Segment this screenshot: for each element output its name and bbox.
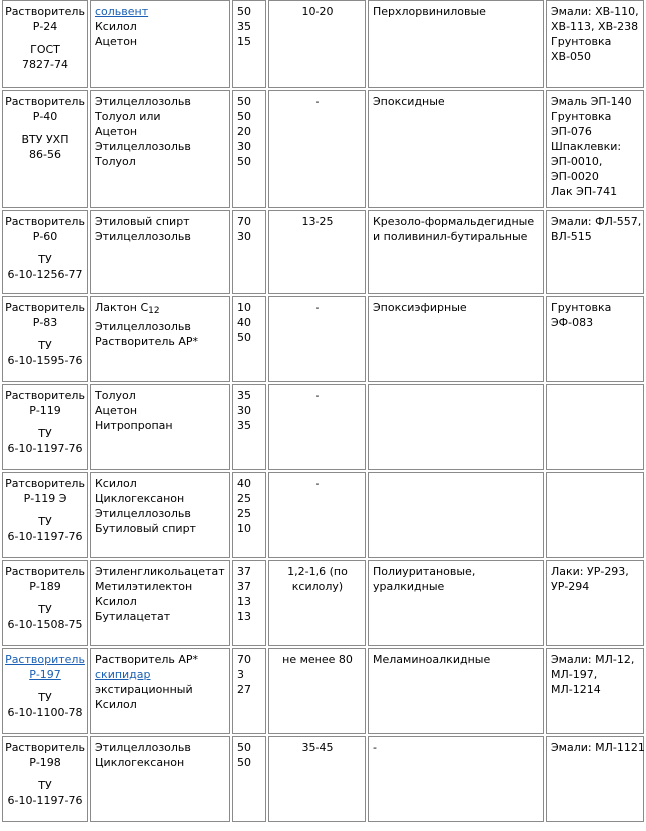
component-name [95,697,226,712]
component-amount: 50 [237,331,251,344]
usage-cell [546,560,644,646]
component-subscript: 12 [148,306,160,316]
spacer [5,594,85,602]
solvent-name: Растворитель [5,741,85,754]
component-name [95,476,226,491]
component-text: Метилэтилектон [95,580,193,593]
component-text: Нитропропан [95,419,173,432]
component-amount: 50 [237,5,251,18]
component-name [95,319,226,334]
usage-text: Лак ЭП-741 [551,185,618,198]
solvent-name-cell [2,472,88,558]
usage-text: Грунтовка [551,35,612,48]
component-amount: 50 [237,155,251,168]
amounts-cell [232,90,266,208]
solvent-name: Р-119 [29,404,61,417]
ratio-value: - [315,301,320,314]
ratio-cell [268,210,366,294]
application-text: уралкидные [373,580,445,593]
solvent-standard: ТУ [38,427,52,440]
solvent-name: Растворитель [5,95,85,108]
component-text: Бутилацетат [95,610,171,623]
amounts-cell [232,736,266,822]
component-text: Бутиловый спирт [95,522,196,535]
component-amount: 50 [237,741,251,754]
application-cell [368,472,544,558]
component-name [95,521,226,536]
application-text: - [373,741,377,754]
application-cell [368,560,544,646]
component-name [95,334,226,349]
solvent-name: Растворитель [5,5,85,18]
ratio-value: - [315,477,320,490]
usage-cell [546,210,644,294]
component-link[interactable] [95,667,226,682]
ratio-cell [268,648,366,734]
table-body [2,0,644,822]
component-text: Ацетон [95,125,138,138]
component-amount: 30 [237,140,251,153]
components-cell [90,296,230,382]
table-row [2,296,644,382]
ratio-cell [268,560,366,646]
components-cell [90,648,230,734]
component-name [95,388,226,403]
usage-text: Шпаклевки: [551,140,622,153]
component-text: Этиловый спирт [95,215,190,228]
component-text[interactable]: скипидар [95,668,151,681]
usage-text: Грунтовка [551,110,612,123]
spacer [5,770,85,778]
component-name [95,491,226,506]
table-row [2,736,644,822]
solvent-standard: 7827-74 [22,58,68,71]
component-text: Этилцеллозольв [95,320,191,333]
component-name [95,109,226,124]
spacer [5,418,85,426]
component-text: Ксилол [95,477,137,490]
component-text: Лактон С [95,301,149,314]
solvent-standard: ВТУ УХП [21,133,69,146]
usage-text: Лаки: УР-293, [551,565,629,578]
table-row [2,472,644,558]
component-name [95,506,226,521]
usage-text: ЭП-0020 [551,170,599,183]
components-cell [90,560,230,646]
component-text: Растворитель АР* [95,335,199,348]
ratio-cell [268,0,366,88]
component-text: Ацетон [95,404,138,417]
usage-text: ЭФ-083 [551,316,594,329]
component-name [95,94,226,109]
component-text: Этилцеллозольв [95,741,191,754]
table-row [2,560,644,646]
component-text: Толуол [95,389,136,402]
amounts-cell [232,560,266,646]
solvent-name: Р-40 [32,110,58,123]
usage-text: ЭП-076 [551,125,592,138]
application-text: Эпоксиэфирные [373,301,467,314]
component-text: Этилцеллозольв [95,230,191,243]
solvent-name-cell [2,0,88,88]
ratio-value: - [315,389,320,402]
components-cell [90,736,230,822]
components-cell [90,472,230,558]
component-text: Ксилол [95,20,137,33]
component-amount: 50 [237,110,251,123]
usage-text: ЭП-0010, [551,155,603,168]
component-amount: 40 [237,477,251,490]
component-text: экстирационный [95,683,193,696]
table-row [2,0,644,88]
solvent-standard: 6-10-1100-78 [7,706,83,719]
application-text: Полиуритановые, [373,565,476,578]
solvent-standard: 6-10-1197-76 [7,442,83,455]
component-amount: 25 [237,507,251,520]
application-text: Эпоксидные [373,95,445,108]
component-amount: 3 [237,668,244,681]
solvent-standard: 6-10-1595-76 [7,354,83,367]
component-amount: 25 [237,492,251,505]
component-amount: 35 [237,389,251,402]
solvent-standard: ТУ [38,515,52,528]
component-text: Циклогексанон [95,756,185,769]
ratio-value: - [315,95,320,108]
solvent-name-cell [2,296,88,382]
ratio-value: 10-20 [301,5,334,18]
solvent-name-cell [2,210,88,294]
solvent-name-cell [2,736,88,822]
application-cell [368,736,544,822]
application-cell [368,210,544,294]
component-name [95,19,226,34]
component-text: Ксилол [95,595,137,608]
amounts-cell [232,210,266,294]
component-name [95,124,226,139]
component-name [95,652,226,667]
usage-cell [546,472,644,558]
component-amount: 37 [237,580,251,593]
solvent-name: Р-189 [29,580,61,593]
amounts-cell [232,296,266,382]
component-amount: 10 [237,301,251,314]
component-name [95,154,226,169]
component-amount: 20 [237,125,251,138]
component-name [95,34,226,49]
usage-cell [546,384,644,470]
application-text: Перхлорвиниловые [373,5,486,18]
solvent-standard: 6-10-1197-76 [7,794,83,807]
usage-text: ВЛ-515 [551,230,592,243]
spacer [5,330,85,338]
solvent-name-link[interactable]: Р-197 [29,668,61,681]
usage-text: ХВ-113, ХВ-238 [551,20,639,33]
component-name [95,229,226,244]
components-cell [90,210,230,294]
spacer [5,34,85,42]
spacer [5,506,85,514]
application-cell [368,648,544,734]
solvent-name-cell [2,648,88,734]
solvent-name: Р-198 [29,756,61,769]
solvent-standard: ТУ [38,779,52,792]
usage-text: Грунтовка [551,301,612,314]
ratio-cell [268,736,366,822]
table-row [2,648,644,734]
component-text: Циклогексанон [95,492,185,505]
component-name [95,139,226,154]
usage-cell [546,296,644,382]
ratio-cell [268,384,366,470]
component-text: Толуол [95,155,136,168]
component-amount: 70 [237,215,251,228]
spacer [5,244,85,252]
solvent-name-cell [2,90,88,208]
usage-text: УР-294 [551,580,590,593]
component-name [95,740,226,755]
ratio-cell [268,296,366,382]
usage-text: Эмали: ХВ-110, [551,5,639,18]
component-text: Этилцеллозольв [95,140,191,153]
component-amount: 70 [237,653,251,666]
solvent-name-link[interactable]: Растворитель [5,653,85,666]
solvent-name: Растворитель [5,389,85,402]
application-cell [368,90,544,208]
components-cell [90,0,230,88]
component-amount: 40 [237,316,251,329]
component-amount: 30 [237,404,251,417]
solvent-standard: 6-10-1508-75 [7,618,83,631]
component-name [95,579,226,594]
component-amount: 50 [237,95,251,108]
component-amount: 50 [237,756,251,769]
component-amount: 13 [237,595,251,608]
components-cell [90,384,230,470]
solvent-standard: ГОСТ [30,43,60,56]
solvent-name: Р-60 [32,230,58,243]
component-amount: 10 [237,522,251,535]
application-text: Меламиноалкидные [373,653,491,666]
application-text: Крезоло-формальдегидные [373,215,535,228]
usage-text: Эмали: МЛ-1121 [551,741,645,754]
component-text: Этилцеллозольв [95,507,191,520]
component-amount: 15 [237,35,251,48]
solvent-name: Растворитель [5,215,85,228]
solvent-name: Растворитель [5,301,85,314]
component-amount: 13 [237,610,251,623]
spacer [5,682,85,690]
solvent-standard: ТУ [38,253,52,266]
solvent-name: Р-83 [32,316,58,329]
usage-text: Эмали: ФЛ-557, [551,215,642,228]
usage-cell [546,648,644,734]
ratio-value: 1,2-1,6 (по ксилолу) [287,565,348,593]
application-cell [368,384,544,470]
component-name [95,403,226,418]
spacer [5,124,85,132]
component-text: Растворитель АР* [95,653,199,666]
component-text: Этиленгликольацетат [95,565,225,578]
usage-text: МЛ-1214 [551,683,601,696]
component-amount: 35 [237,419,251,432]
solvent-name-cell [2,384,88,470]
component-name [95,594,226,609]
usage-cell [546,90,644,208]
component-text: Ксилол [95,698,137,711]
usage-cell [546,0,644,88]
application-cell [368,296,544,382]
component-name [95,609,226,624]
component-name [95,418,226,433]
component-text[interactable]: сольвент [95,5,149,18]
ratio-cell [268,90,366,208]
solvent-standard: ТУ [38,603,52,616]
component-name [95,214,226,229]
component-name [95,682,226,697]
component-amount: 30 [237,230,251,243]
usage-text: Эмаль ЭП-140 [551,95,632,108]
solvent-standard: ТУ [38,691,52,704]
solvent-name: Р-119 Э [23,492,67,505]
ratio-value: 13-25 [301,215,334,228]
component-link[interactable] [95,4,226,19]
table-row [2,90,644,208]
usage-text: Эмали: МЛ-12, [551,653,635,666]
solvent-standard: 86-56 [29,148,61,161]
component-text: Толуол или [95,110,161,123]
amounts-cell [232,648,266,734]
ratio-cell [268,472,366,558]
table-row [2,384,644,470]
ratio-value: 35-45 [301,741,334,754]
solvent-standard: 6-10-1256-77 [7,268,83,281]
amounts-cell [232,472,266,558]
table-row [2,210,644,294]
component-name [95,300,226,319]
component-amount: 35 [237,20,251,33]
solvent-name-cell [2,560,88,646]
solvent-name: Растворитель [5,565,85,578]
solvent-standard: ТУ [38,339,52,352]
ratio-value: не менее 80 [282,653,353,666]
usage-text: МЛ-197, [551,668,598,681]
amounts-cell [232,384,266,470]
components-cell [90,90,230,208]
application-cell [368,0,544,88]
component-text: Ацетон [95,35,138,48]
component-text: Этилцеллозольв [95,95,191,108]
component-name [95,564,226,579]
application-text: и поливинил-бутиральные [373,230,528,243]
component-name [95,755,226,770]
solvent-standard: 6-10-1197-76 [7,530,83,543]
component-amount: 37 [237,565,251,578]
component-amount: 27 [237,683,251,696]
usage-text: ХВ-050 [551,50,592,63]
solvent-name: Ратсворитель [5,477,85,490]
amounts-cell [232,0,266,88]
usage-cell [546,736,644,822]
solvent-name: Р-24 [32,20,58,33]
